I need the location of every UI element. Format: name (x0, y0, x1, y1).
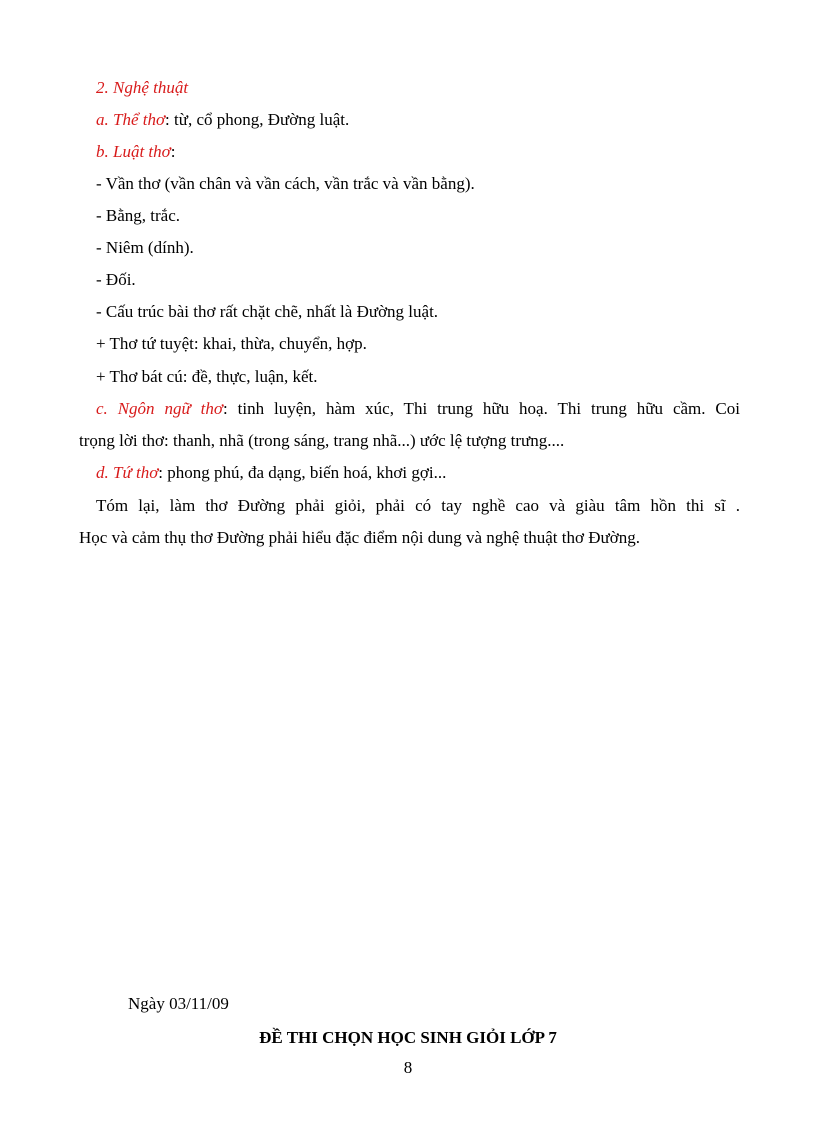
item-a-label: a. Thể thơ (96, 110, 166, 129)
list-item: - Vần thơ (vần chân và vần cách, vần trắc và vần bằng). (96, 174, 475, 193)
section-heading: 2. Nghệ thuật (96, 78, 189, 97)
list-item: - Niêm (dính). (96, 238, 194, 257)
list-item: + Thơ bát cú: đề, thực, luận, kết. (96, 367, 318, 386)
item-c-line-1 (96, 398, 740, 420)
item-a-text: : từ, cổ phong, Đường luật. (165, 110, 350, 129)
exam-title: ĐỀ THI CHỌN HỌC SINH GIỎI LỚP 7 (259, 1028, 557, 1047)
item-c-text: : tinh luyện, hàm xúc, Thi trung hữu hoạ. Thi trung hữu cầm. Coi (222, 399, 740, 418)
summary-line-1: Tóm lại, làm thơ Đường phải giỏi, phải có tay nghề cao và giàu tâm hồn thi sĩ . (96, 496, 740, 515)
item-c-label: c. Ngôn ngữ thơ (96, 399, 223, 418)
footer-date: Ngày 03/11/09 (128, 994, 229, 1013)
list-item: - Cấu trúc bài thơ rất chặt chẽ, nhất là Đường luật. (96, 302, 439, 321)
item-d (96, 462, 446, 484)
list-item: - Đối. (96, 270, 136, 289)
page-number: 8 (403, 1058, 413, 1077)
item-b-colon: : (170, 142, 176, 161)
summary-line-2: Học và cảm thụ thơ Đường phải hiểu đặc điểm nội dung và nghệ thuật thơ Đường. (79, 528, 640, 547)
item-c-line-2: trọng lời thơ: thanh, nhã (trong sáng, trang nhã...) ước lệ tượng trưng.... (79, 431, 565, 450)
item-a (96, 109, 349, 131)
list-item: + Thơ tứ tuyệt: khai, thừa, chuyển, hợp. (96, 334, 367, 353)
item-d-text: : phong phú, đa dạng, biến hoá, khơi gợi... (158, 463, 447, 482)
item-b-label: b. Luật thơ (96, 142, 171, 161)
list-item: - Bằng, trắc. (96, 206, 181, 225)
item-b (96, 141, 175, 163)
item-d-label: d. Tứ thơ (96, 463, 159, 482)
